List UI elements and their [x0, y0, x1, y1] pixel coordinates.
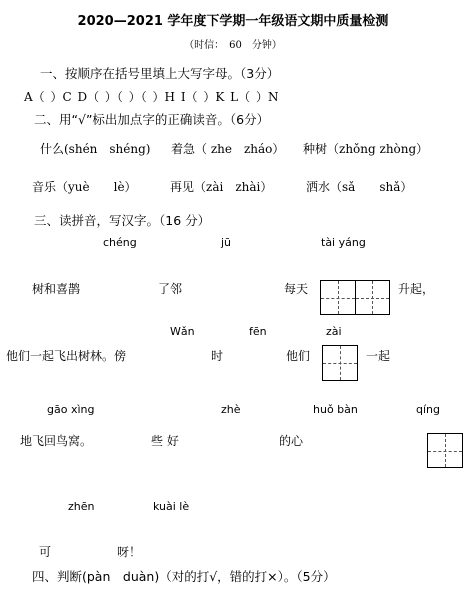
- writing-grid-qing[interactable]: [427, 433, 463, 468]
- sentence-text: 他们: [286, 349, 311, 363]
- pinyin-label: Wǎn: [170, 325, 195, 338]
- pinyin-label: kuài lè: [153, 500, 190, 513]
- pinyin-label: huǒ bàn: [313, 403, 358, 416]
- pinyin-choice-shenme: 什么(shén shéng): [40, 142, 151, 156]
- pinyin-label: tài yáng: [321, 236, 366, 249]
- sentence-text: 每天: [284, 282, 309, 296]
- sentence-text: 地飞回鸟窝。: [20, 434, 93, 448]
- sentence-text: 他们一起飞出树林。傍: [6, 349, 127, 363]
- pinyin-label: qíng: [416, 403, 440, 416]
- section4-heading: 四、判断(pàn duàn)（对的打√，错的打×）。（5分）: [32, 569, 336, 584]
- sentence-text: 升起，: [398, 282, 435, 296]
- pinyin-label: gāo xìng: [47, 403, 95, 416]
- sentence-text: 树和喜鹊: [32, 282, 81, 296]
- sentence-text: 呀！: [117, 545, 142, 559]
- sentence-text: 可: [39, 545, 52, 559]
- section3-heading: 三、读拼音，写汉字。（16 分）: [34, 213, 211, 228]
- sentence-text: 一起: [366, 349, 391, 363]
- pinyin-label: zài: [326, 325, 342, 338]
- pinyin-choice-zaijian: 再见（zài zhài）: [170, 180, 273, 194]
- pinyin-choice-zhongshu: 种树（zhǒng zhòng）: [303, 142, 429, 156]
- section1-heading: 一、按顺序在括号里填上大写字母。（3分）: [40, 66, 280, 81]
- pinyin-label: jū: [221, 236, 232, 249]
- sentence-text: 时: [211, 349, 224, 363]
- letter-sequence: A（ ）C D（ ）（ ）（ ）H I（ ）K L（ ）N: [24, 90, 279, 104]
- writing-grid-zai[interactable]: [322, 345, 358, 381]
- sentence-text: 了邻: [158, 282, 183, 296]
- sentence-text: 些 好: [151, 434, 179, 448]
- section2-heading: 二、用“√”标出加点字的正确读音。（6分）: [34, 112, 270, 127]
- pinyin-label: zhēn: [68, 500, 95, 513]
- pinyin-choice-zhaoji: 着急（ zhe zháo）: [171, 142, 285, 156]
- sentence-text: 的心: [279, 434, 304, 448]
- pinyin-choice-yinyue: 音乐（yuè lè）: [32, 180, 137, 194]
- writing-grid-taiyang[interactable]: [320, 280, 390, 315]
- pinyin-label: zhè: [221, 403, 241, 416]
- pinyin-label: chéng: [103, 236, 137, 249]
- time-limit: （时信： 60 分钟）: [184, 40, 282, 51]
- page-title: 2020—2021 学年度下学期一年级语文期中质量检测: [77, 14, 389, 29]
- pinyin-label: fēn: [249, 325, 267, 338]
- pinyin-choice-sashui: 洒水（sǎ shǎ）: [306, 180, 413, 194]
